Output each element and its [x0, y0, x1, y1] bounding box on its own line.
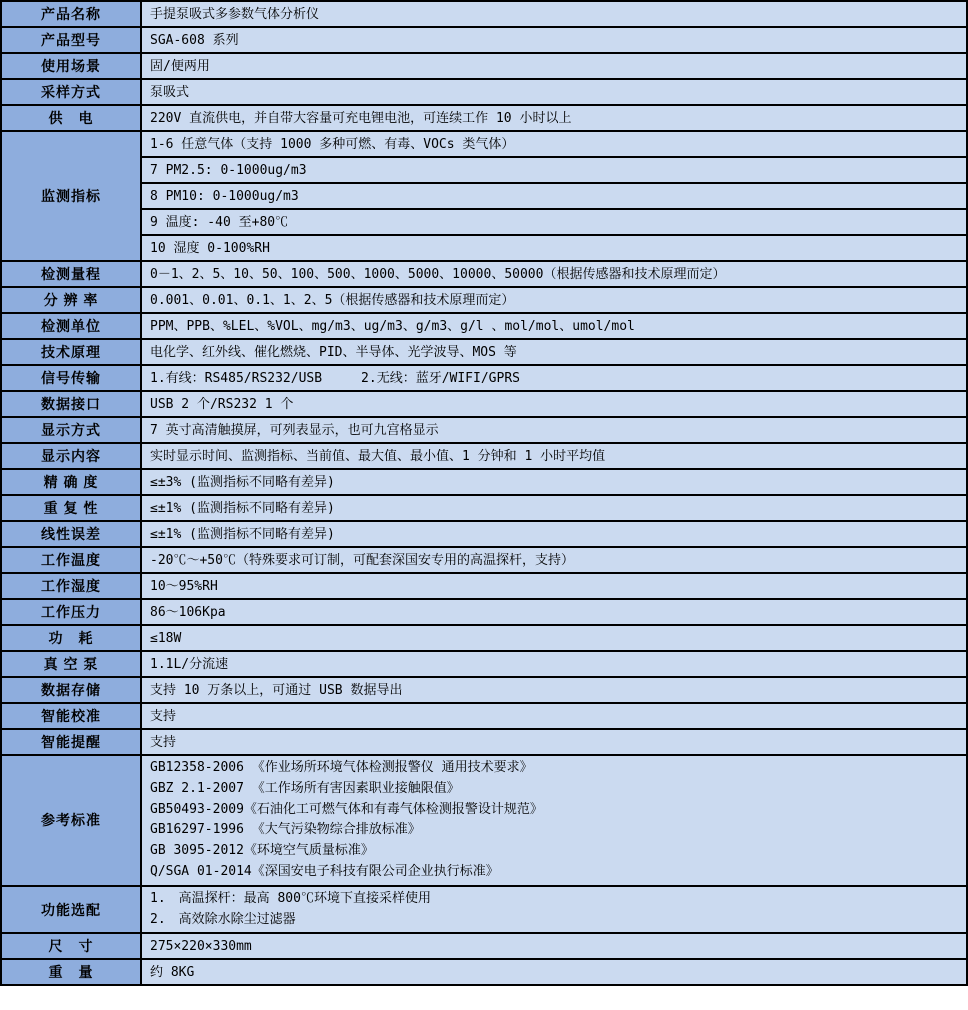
spec-value: 275×220×330mm — [141, 933, 967, 959]
spec-value: 7 英寸高清触摸屏，可列表显示，也可九宫格显示 — [141, 417, 967, 443]
spec-row — [1, 677, 967, 703]
spec-row — [1, 27, 967, 53]
spec-value: 固/便两用 — [141, 53, 967, 79]
spec-value: 1.有线：RS485/RS232/USB 2.无线：蓝牙/WIFI/GPRS — [141, 365, 967, 391]
spec-label: 智能提醒 — [1, 729, 141, 755]
spec-value-line: GB16297-1996 《大气污染物综合排放标准》 — [150, 822, 421, 838]
spec-value-line: GB 3095-2012《环境空气质量标准》 — [150, 843, 374, 859]
spec-label: 工作湿度 — [1, 573, 141, 599]
spec-value: 支持 — [141, 703, 967, 729]
spec-row — [1, 131, 967, 157]
spec-label: 检测单位 — [1, 313, 141, 339]
spec-label: 显示方式 — [1, 417, 141, 443]
spec-value-line: Q/SGA 01-2014《深国安电子科技有限公司企业执行标准》 — [150, 863, 499, 879]
spec-row — [1, 521, 967, 547]
spec-value: 86～106Kpa — [141, 599, 967, 625]
spec-label: 功能选配 — [1, 886, 141, 934]
spec-row — [1, 443, 967, 469]
spec-label: 重 量 — [1, 959, 141, 985]
spec-label: 显示内容 — [1, 443, 141, 469]
spec-row — [1, 53, 967, 79]
spec-value — [141, 886, 967, 934]
spec-value: ≤18W — [141, 625, 967, 651]
spec-row — [1, 959, 967, 985]
spec-value: USB 2 个/RS232 1 个 — [141, 391, 967, 417]
spec-label: 数据接口 — [1, 391, 141, 417]
spec-row — [1, 339, 967, 365]
spec-label: 数据存储 — [1, 677, 141, 703]
spec-label: 尺 寸 — [1, 933, 141, 959]
spec-label: 产品名称 — [1, 1, 141, 27]
spec-row — [1, 183, 967, 209]
spec-value: 泵吸式 — [141, 79, 967, 105]
spec-label: 采样方式 — [1, 79, 141, 105]
spec-row — [1, 365, 967, 391]
spec-row — [1, 886, 967, 934]
spec-label: 检测量程 — [1, 261, 141, 287]
spec-value: 10～95%RH — [141, 573, 967, 599]
spec-row — [1, 261, 967, 287]
spec-row — [1, 599, 967, 625]
spec-value: 约 8KG — [141, 959, 967, 985]
spec-row — [1, 1, 967, 27]
spec-row — [1, 651, 967, 677]
spec-row — [1, 703, 967, 729]
spec-value: 支持 — [141, 729, 967, 755]
spec-value: ≤±3% (监测指标不同略有差异) — [141, 469, 967, 495]
spec-label: 线性误差 — [1, 521, 141, 547]
spec-label: 技术原理 — [1, 339, 141, 365]
spec-label: 工作压力 — [1, 599, 141, 625]
spec-value: ≤±1% (监测指标不同略有差异) — [141, 495, 967, 521]
spec-row — [1, 469, 967, 495]
spec-value-line: 2. 高效除水除尘过滤器 — [150, 911, 296, 927]
spec-label: 工作温度 — [1, 547, 141, 573]
spec-label: 使用场景 — [1, 53, 141, 79]
spec-value-line: GBZ 2.1-2007 《工作场所有害因素职业接触限值》 — [150, 780, 460, 796]
spec-row — [1, 79, 967, 105]
spec-value-line: GB50493-2009《石油化工可燃气体和有毒气体检测报警设计规范》 — [150, 801, 543, 817]
spec-label: 真 空 泵 — [1, 651, 141, 677]
spec-row — [1, 287, 967, 313]
spec-row — [1, 391, 967, 417]
spec-value: 1.1L/分流速 — [141, 651, 967, 677]
spec-value-line: GB12358-2006 《作业场所环境气体检测报警仪 通用技术要求》 — [150, 760, 533, 775]
spec-row — [1, 755, 967, 886]
spec-value: 手提泵吸式多参数气体分析仪 — [141, 1, 967, 27]
spec-value: 1-6 任意气体（支持 1000 多种可燃、有毒、VOCs 类气体） — [141, 131, 967, 157]
spec-row — [1, 105, 967, 131]
spec-row — [1, 729, 967, 755]
spec-value — [141, 755, 967, 886]
spec-row — [1, 209, 967, 235]
spec-value: -20℃～+50℃（特殊要求可订制，可配套深国安专用的高温探杆，支持） — [141, 547, 967, 573]
spec-row — [1, 495, 967, 521]
spec-label: 监测指标 — [1, 131, 141, 261]
spec-row — [1, 157, 967, 183]
spec-row — [1, 235, 967, 261]
spec-row — [1, 417, 967, 443]
spec-value: 0－1、2、5、10、50、100、500、1000、5000、10000、50000（根据传感器和技术原理而定） — [141, 261, 967, 287]
spec-row — [1, 625, 967, 651]
spec-row — [1, 313, 967, 339]
spec-value: 10 湿度 0-100%RH — [141, 235, 967, 261]
spec-row — [1, 547, 967, 573]
spec-value: 7 PM2.5: 0-1000ug/m3 — [141, 157, 967, 183]
spec-table-body — [1, 1, 967, 985]
spec-label: 智能校准 — [1, 703, 141, 729]
spec-value: 支持 10 万条以上，可通过 USB 数据导出 — [141, 677, 967, 703]
spec-label: 供 电 — [1, 105, 141, 131]
spec-value: 实时显示时间、监测指标、当前值、最大值、最小值、1 分钟和 1 小时平均值 — [141, 443, 967, 469]
spec-value: PPM、PPB、%LEL、%VOL、mg/m3、ug/m3、g/m3、g/l 、mol/mol、umol/mol — [141, 313, 967, 339]
spec-value: 0.001、0.01、0.1、1、2、5（根据传感器和技术原理而定） — [141, 287, 967, 313]
spec-value: SGA-608 系列 — [141, 27, 967, 53]
spec-row — [1, 933, 967, 959]
spec-value: 电化学、红外线、催化燃烧、PID、半导体、光学波导、MOS 等 — [141, 339, 967, 365]
spec-label: 参考标准 — [1, 755, 141, 886]
spec-label: 功 耗 — [1, 625, 141, 651]
spec-row — [1, 573, 967, 599]
spec-label: 产品型号 — [1, 27, 141, 53]
spec-label: 信号传输 — [1, 365, 141, 391]
spec-value-line: 1. 高温探杆：最高 800℃环境下直接采样使用 — [150, 890, 431, 906]
spec-value: 8 PM10: 0-1000ug/m3 — [141, 183, 967, 209]
spec-label: 重 复 性 — [1, 495, 141, 521]
spec-label: 精 确 度 — [1, 469, 141, 495]
spec-label: 分 辨 率 — [1, 287, 141, 313]
spec-value: ≤±1% (监测指标不同略有差异) — [141, 521, 967, 547]
spec-value: 220V 直流供电，并自带大容量可充电锂电池，可连续工作 10 小时以上 — [141, 105, 967, 131]
spec-value: 9 温度: -40 至+80℃ — [141, 209, 967, 235]
